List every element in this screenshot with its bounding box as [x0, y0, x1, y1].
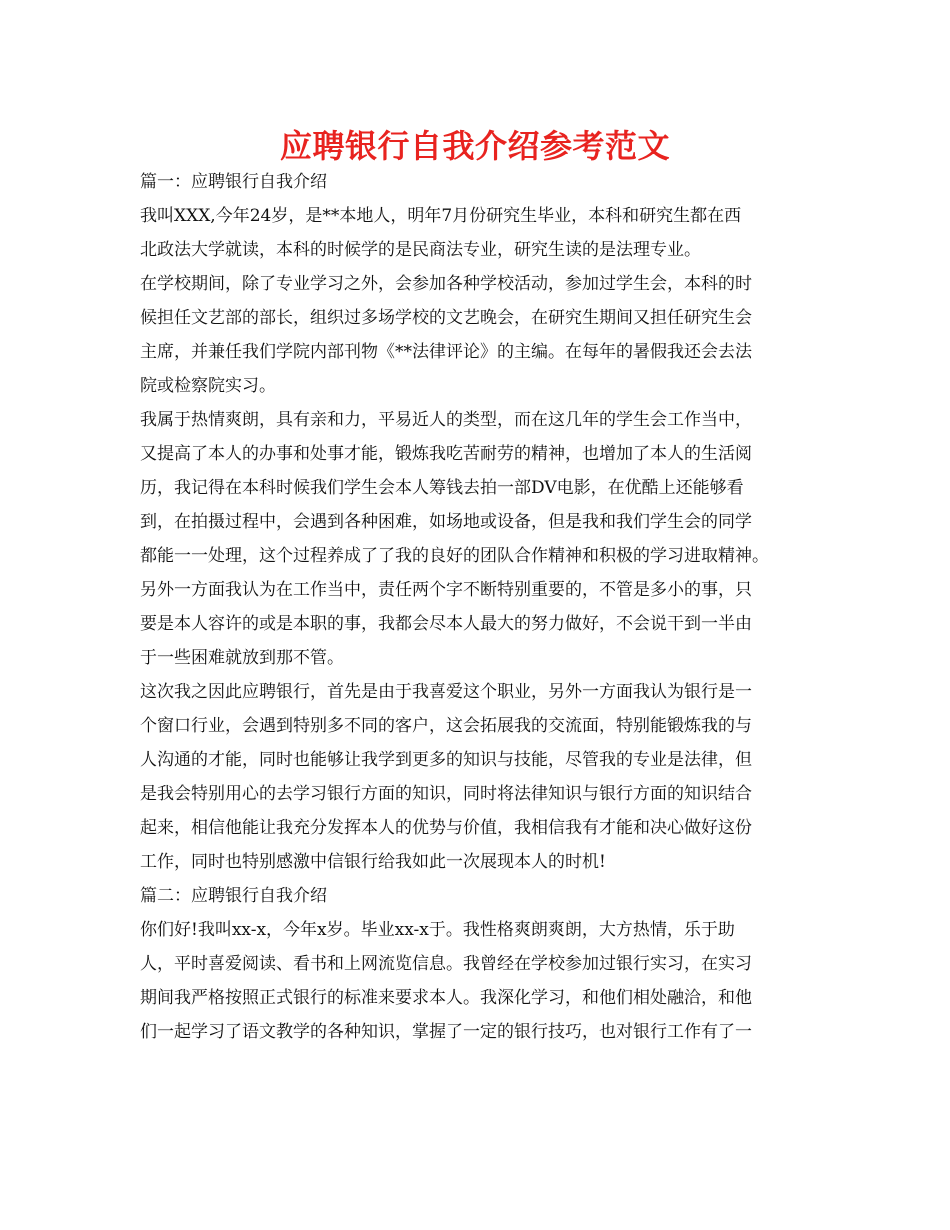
text-line: 候担任文艺部的部长，组织过多场学校的文艺晚会，在研究生期间又担任研究生会: [140, 308, 752, 328]
text-line: 期间我严格按照正式银行的标准来要求本人。我深化学习，和他们相处融洽，和他: [140, 988, 752, 1008]
text-line: 你们好!我叫xx-x，今年x岁。毕业xx-x于。我性格爽朗爽朗，大方热情，乐于助: [140, 920, 735, 940]
text-line: 起来，相信他能让我充分发挥本人的优势与价值，我相信我有才能和决心做好这份: [140, 818, 752, 838]
document-body: [140, 165, 830, 1049]
text-line: 人沟通的才能，同时也能够让我学到更多的知识与技能，尽管我的专业是法律，但: [140, 750, 752, 770]
text-line: 个窗口行业，会遇到特别多不同的客户，这会拓展我的交流面，特别能锻炼我的与: [140, 716, 752, 736]
text-line: 们一起学习了语文教学的各种知识，掌握了一定的银行技巧，也对银行工作有了一: [140, 1022, 752, 1042]
text-line: 我叫XXX,今年24岁，是**本地人，明年7月份研究生毕业，本科和研究生都在西: [140, 206, 742, 226]
text-line: 人，平时喜爱阅读、看书和上网流览信息。我曾经在学校参加过银行实习，在实习: [140, 954, 752, 974]
text-line: 是我会特别用心的去学习银行方面的知识，同时将法律知识与银行方面的知识结合: [140, 784, 752, 804]
text-line: 篇二：应聘银行自我介绍: [140, 886, 327, 906]
text-line: 在学校期间，除了专业学习之外，会参加各种学校活动，参加过学生会，本科的时: [140, 274, 752, 294]
text-line: 到，在拍摄过程中，会遇到各种困难，如场地或设备，但是我和我们学生会的同学: [140, 512, 752, 532]
text-line: 历，我记得在本科时候我们学生会本人筹钱去拍一部DV电影，在优酷上还能够看: [140, 478, 744, 498]
text-line: 另外一方面我认为在工作当中，责任两个字不断特别重要的，不管是多小的事，只: [140, 580, 752, 600]
text-line: 都能一一处理，这个过程养成了了我的良好的团队合作精神和积极的学习进取精神。: [140, 546, 769, 566]
text-line: 北政法大学就读，本科的时候学的是民商法专业，研究生读的是法理专业。: [140, 240, 701, 260]
document-title: 应聘银行自我介绍参考范文: [279, 127, 670, 165]
text-line: 工作，同时也特别感激中信银行给我如此一次展现本人的时机!: [140, 852, 606, 872]
text-line: 我属于热情爽朗，具有亲和力，平易近人的类型，而在这几年的学生会工作当中，: [140, 410, 752, 430]
text-line: 篇一：应聘银行自我介绍: [140, 172, 327, 192]
text-line: 这次我之因此应聘银行，首先是由于我喜爱这个职业，另外一方面我认为银行是一: [140, 682, 752, 702]
text-line: 要是本人容许的或是本职的事，我都会尽本人最大的努力做好，不会说干到一半由: [140, 614, 752, 634]
text-line: 院或检察院实习。: [140, 376, 276, 396]
text-line: 主席，并兼任我们学院内部刊物《**法律评论》的主编。在每年的暑假我还会去法: [140, 342, 752, 362]
text-line: 又提高了本人的办事和处事才能，锻炼我吃苦耐劳的精神，也增加了本人的生活阅: [140, 444, 752, 464]
text-line: 于一些困难就放到那不管。: [140, 648, 344, 668]
